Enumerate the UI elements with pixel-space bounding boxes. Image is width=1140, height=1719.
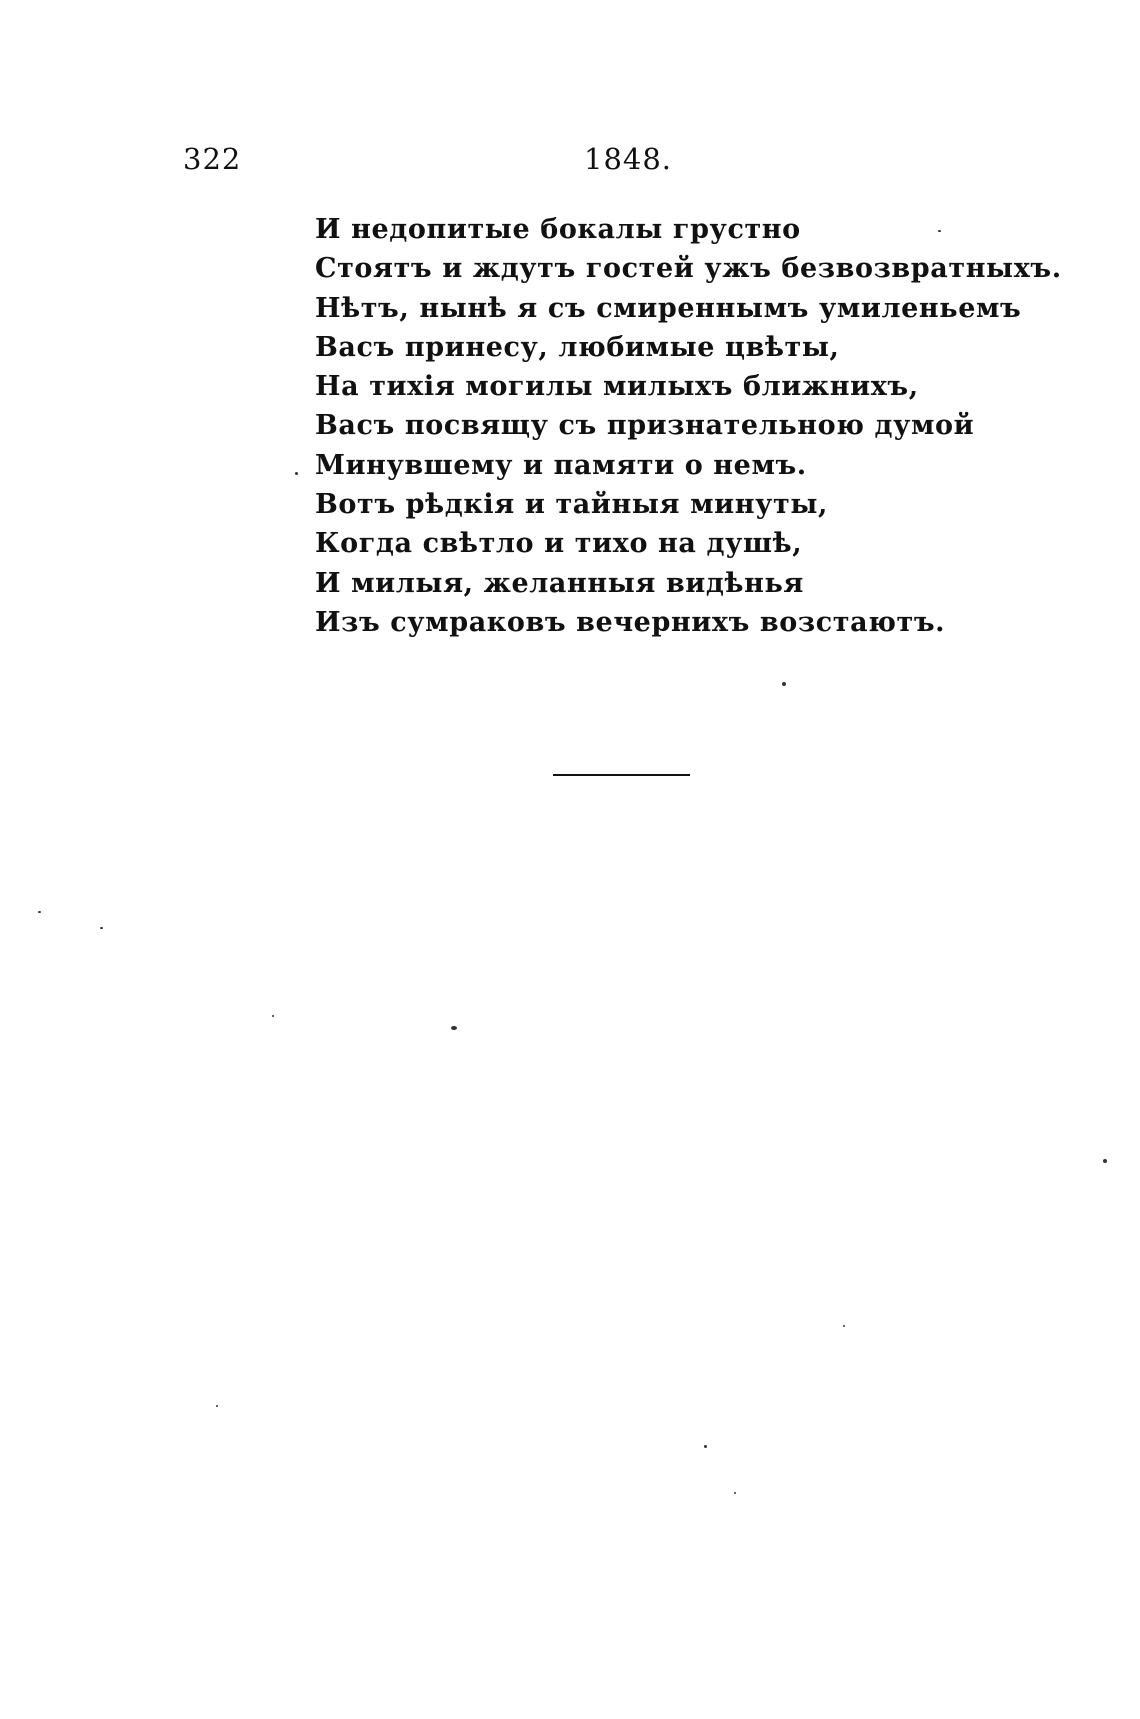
scan-speck	[1103, 1159, 1107, 1163]
scan-speck	[734, 1492, 736, 1494]
poem	[315, 210, 1062, 642]
scan-speck	[451, 1026, 457, 1030]
scan-speck	[100, 927, 103, 929]
scan-speck	[704, 1445, 707, 1448]
poem-line: Васъ принесу, любимые цвѣты,	[315, 331, 840, 363]
scan-speck	[216, 1405, 218, 1407]
scan-speck	[938, 230, 941, 232]
poem-line: И недопитые бокалы грустно	[315, 214, 801, 245]
poem-line: На тихія могилы милыхъ ближнихъ,	[315, 371, 919, 403]
poem-line: Вотъ рѣдкія и тайныя минуты,	[315, 489, 829, 521]
scan-speck	[295, 472, 298, 475]
poem-line: Минувшему и памяти о немъ.	[315, 449, 807, 481]
section-end-rule	[553, 774, 690, 776]
scan-speck	[38, 911, 41, 913]
poem-line: Изъ сумраковъ вечернихъ возстаютъ.	[315, 606, 946, 638]
poem-line: Когда свѣтло и тихо на душѣ,	[315, 528, 803, 560]
scan-speck	[843, 1325, 845, 1327]
poem-line: Васъ посвящу съ признательною думой	[315, 410, 975, 442]
page-number: 322	[183, 142, 242, 176]
poem-line: И милыя, желанныя видѣнья	[315, 567, 804, 599]
scan-speck	[782, 682, 786, 686]
scan-speck	[272, 1015, 274, 1017]
poem-line: Стоятъ и ждутъ гостей ужъ безвозвратныхъ.	[315, 253, 1062, 285]
running-head-year: 1848.	[584, 142, 673, 176]
poem-line: Нѣтъ, нынѣ я съ смиреннымъ умиленьемъ	[315, 292, 1022, 324]
